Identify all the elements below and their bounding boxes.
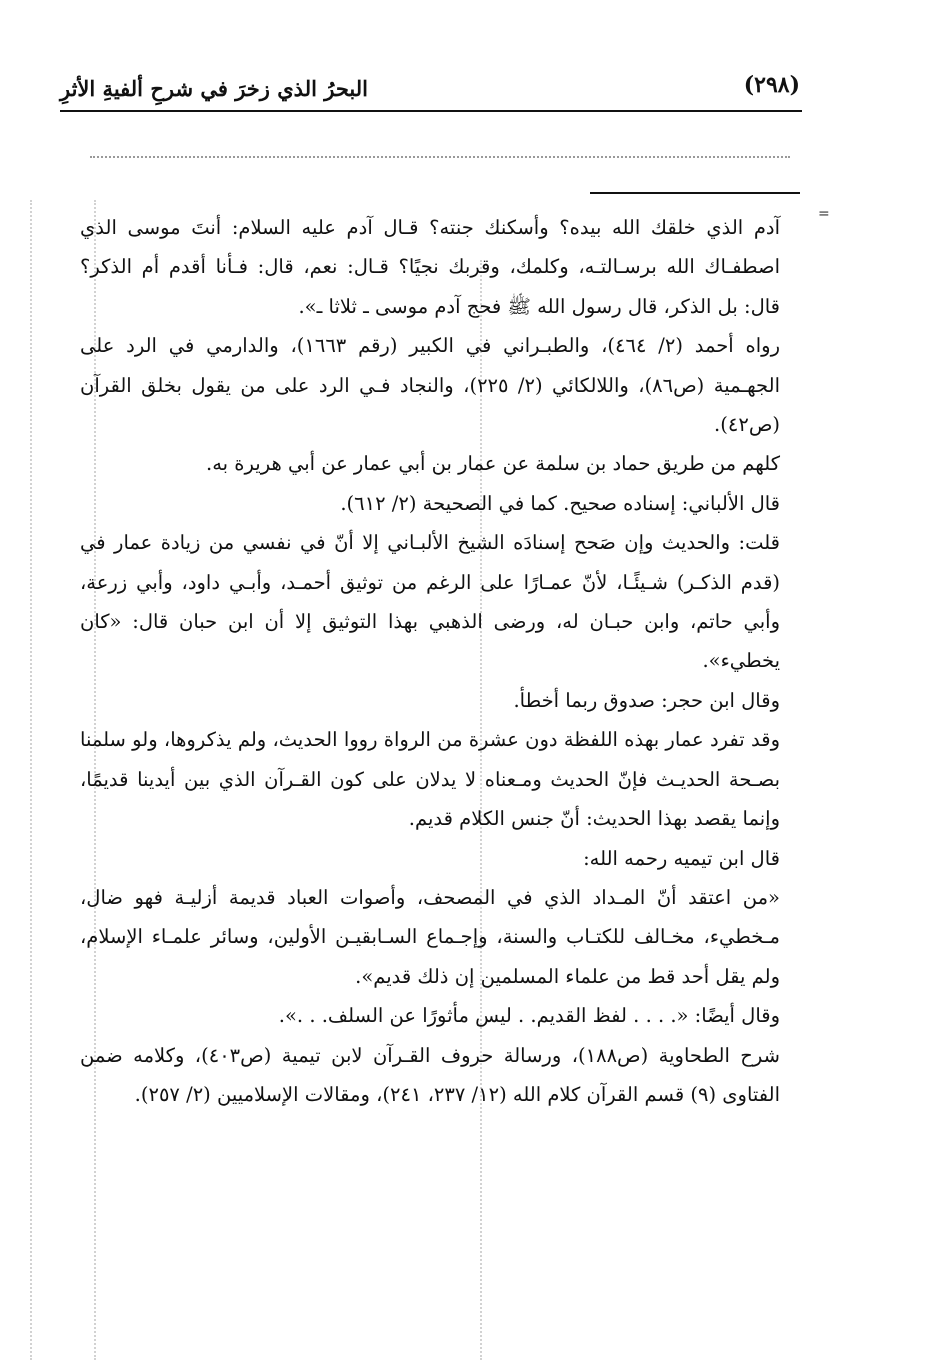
paragraph-ibn-taymiyya: قال ابن تيميه رحمه الله: — [583, 846, 780, 870]
paragraph-hadith-end: آدم الذي خلقك الله بيده؟ وأسكنك جنته؟ قـال آدم عليه السلام: أنتَ موسى الذي اصطفـاك الله برسـالتـه، وكلمك، وقربك نجيًا؟ قـال: نعم، قال: فـأنا أقدم أم الذكر؟ قال: بل الذكر، قال رسول الله ﷺ فحج آدم موسى ـ ثلاثا ـ». — [80, 216, 780, 318]
paragraph-ibn-hajar: وقال ابن حجر: صدوق ربما أخطأ. — [513, 688, 780, 712]
scan-artifact-dots — [30, 200, 32, 1360]
paragraph-quote: «من اعتقد أنّ المـداد الذي في المصحف، وأصوات العباد قديمة أزليـة فهو ضال، مـخطيء، مخـالف للكتـاب والسنة، وإجـماع السـابقيـن الأولين، وسائر علمـاء الإسلام، ولم يقل أحد قط من علماء المسلمين إن ذلك قديم». — [80, 885, 780, 988]
paragraph-takhrij: رواه أحمد (٢/ ٤٦٤)، والطبـراني في الكبير (رقم ١٦٦٣)، والدارمي في الرد على الجهـمية (ص٨٦)، واللالكائي (٢/ ٢٢٥)، والنجاد فـي الرد على من يقول بخلق القرآن (ص٤٢). — [80, 334, 780, 437]
continuation-mark: = — [818, 206, 830, 222]
header-rule — [60, 110, 802, 112]
footnote-text — [80, 208, 780, 1114]
footnote-rule — [590, 192, 800, 194]
dotted-separator — [90, 156, 790, 158]
paragraph-quote-2: وقال أيضًا: «. . . . لفظ القديم. . ليس مأثورًا عن السلف. . .». — [278, 1004, 780, 1028]
running-title: البحرُ الذي زخرَ في شرحِ ألفيةِ الأثرِ — [60, 76, 368, 101]
paragraph-sources: شرح الطحاوية (ص١٨٨)، ورسالة حروف القـرآن لابن تيمية (ص٤٠٣)، وكلامه ضمن الفتاوى (٩) قسم القرآن كلام الله (١٢/ ٢٣٧، ٢٤١)، ومقالات الإسلاميين (٢/ ٢٥٧). — [80, 1043, 780, 1106]
page-number: (٢٩٨) — [743, 72, 800, 98]
paragraph-albani: قال الألباني: إسناده صحيح. كما في الصحيحة (٢/ ٦١٢). — [340, 491, 780, 515]
page-header — [60, 68, 800, 108]
paragraph-isnad: كلهم من طريق حماد بن سلمة عن عمار بن أبي عمار عن أبي هريرة به. — [206, 452, 780, 476]
paragraph-comment: قلت: والحديث وإن صَحح إسنادَه الشيخ الألبـاني إلا أنّ في نفسي من زيادة عمار في (قدم الذكـر) شـيئًـا، لأنّ عمـارًا على الرغم من توثيق أحمـد، وأبـي داود، وأبي زرعة، وأبي حاتم، وابن حبـان له، ورضى الذهبي بهذا التوثيق إلا أن ابن حبان قال: «كان يخطيء». — [80, 531, 780, 673]
paragraph-tafarrud: وقد تفرد عمار بهذه اللفظة دون عشرة من الرواة رووا الحديث، ولم يذكروها، ولو سلمنا بصـحة الحديـث فإنّ الحديث ومـعناه لا يدلان على كون القـرآن الذي بين أيدينا قديمًا، وإنما يقصد بهذا الحديث: أنّ جنس الكلام قديم. — [80, 728, 780, 831]
